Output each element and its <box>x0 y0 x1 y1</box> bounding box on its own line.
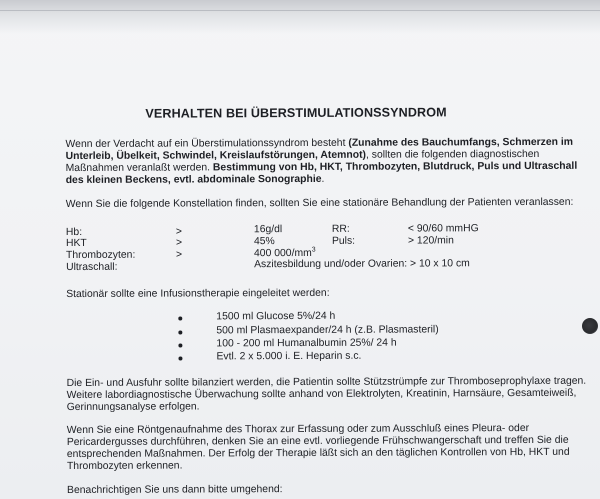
puls-value: > 120/min <box>407 235 454 247</box>
ultraschall-label: Ultraschall: <box>66 261 118 274</box>
intro-emphasis: Bestimmung von Hb, HKT, Thrombozyten, Blutdruck, Puls und Ultraschall <box>212 160 578 174</box>
xray-line-4: Thrombozyten erkennen. <box>66 460 183 473</box>
infusion-item: 100 - 200 ml Humanalbumin 25%/ 24 h <box>216 337 397 350</box>
ultraschall-value: Aszitesbildung und/oder Ovarien: > 10 x 10 cm <box>254 258 470 271</box>
xray-line-3: entsprechenden Maßnahmen. Der Erfolg der Therapie läßt sich an den täglichen Kontrollen von Hb, HKT und <box>66 446 570 461</box>
intro-text: . <box>321 173 325 185</box>
thrombo-value-text: 400 000/mm <box>253 247 312 260</box>
thrombo-value-exponent: 3 <box>311 246 316 254</box>
bullet-icon <box>178 331 182 335</box>
page-title: VERHALTEN BEI ÜBERSTIMULATIONSSYNDROM <box>145 105 447 121</box>
monitoring-line-2: Weitere labordiagnostische Überwachung sollte anhand von Elektrolyten, Kreatinin, Harnsäure, Gesamteiweiß, <box>66 387 577 402</box>
intro-text: , sollten die folgenden diagnostischen <box>365 148 540 161</box>
hkt-label: HKT <box>65 237 87 250</box>
intro-emphasis: (Zunahme des Bauchumfangs, Schmerzen im <box>348 136 573 149</box>
rr-value: < 90/60 mmHG <box>407 223 479 235</box>
infusion-item: Evtl. 2 x 5.000 i. E. Heparin s.c. <box>216 350 362 363</box>
infusion-item: 1500 ml Glucose 5%/24 h <box>216 310 336 323</box>
infusion-item: 500 ml Plasmaexpander/24 h (z.B. Plasmasteril) <box>216 324 439 337</box>
thrombo-operator: > <box>175 249 183 261</box>
hkt-value: 45% <box>253 236 275 248</box>
hb-operator: > <box>175 226 183 238</box>
hkt-operator: > <box>175 237 183 249</box>
xray-line-1: Wenn Sie eine Röntgenaufnahme des Thorax zur Erfassung oder zum Ausschluß eines Pleura- oder <box>66 423 530 437</box>
thrombo-label: Thrombozyten: <box>65 249 136 262</box>
bullet-icon <box>178 344 182 348</box>
intro-emphasis: des kleinen Beckens, evtl. abdominale Sonographie <box>65 173 322 187</box>
bullet-icon <box>178 317 182 321</box>
bullet-icon <box>178 357 182 361</box>
intro-text: Wenn der Verdacht auf ein Überstimulationssyndrom besteht <box>65 137 349 151</box>
hb-label: Hb: <box>65 226 83 239</box>
rr-label: RR: <box>331 223 350 235</box>
infusion-intro: Stationär sollte eine Infusionstherapie eingeleitet werden: <box>66 287 330 301</box>
intro-line-4 <box>66 174 325 187</box>
monitoring-line-3: Gerinnungsanalyse erfolgen. <box>66 401 200 414</box>
intro-text: Maßnahmen veranlaßt werden. <box>65 162 213 175</box>
xray-line-2: Pericardergusses durchführen, denken Sie an eine evtl. vorliegende Frühschwangerschaft und treffen Sie die <box>66 434 569 449</box>
puls-label: Puls: <box>331 235 356 247</box>
hb-value: 16g/dl <box>253 224 283 236</box>
closing-line: Benachrichtigen Sie uns dann bitte umgehend: <box>67 484 283 497</box>
intro-emphasis: Unterleib, Übelkeit, Schwindel, Kreislaufstörungen, Atemnot) <box>65 149 367 163</box>
monitoring-line-1: Die Ein- und Ausfuhr sollte bilanziert werden, die Patientin sollte Stützstrümpfe zur Thromboseprophylaxe tragen. <box>66 375 587 390</box>
constellation-intro: Wenn Sie die folgende Konstellation finden, sollten Sie eine stationäre Behandlung der Patienten veranlassen: <box>65 196 574 211</box>
intro-line-3 <box>66 161 578 175</box>
